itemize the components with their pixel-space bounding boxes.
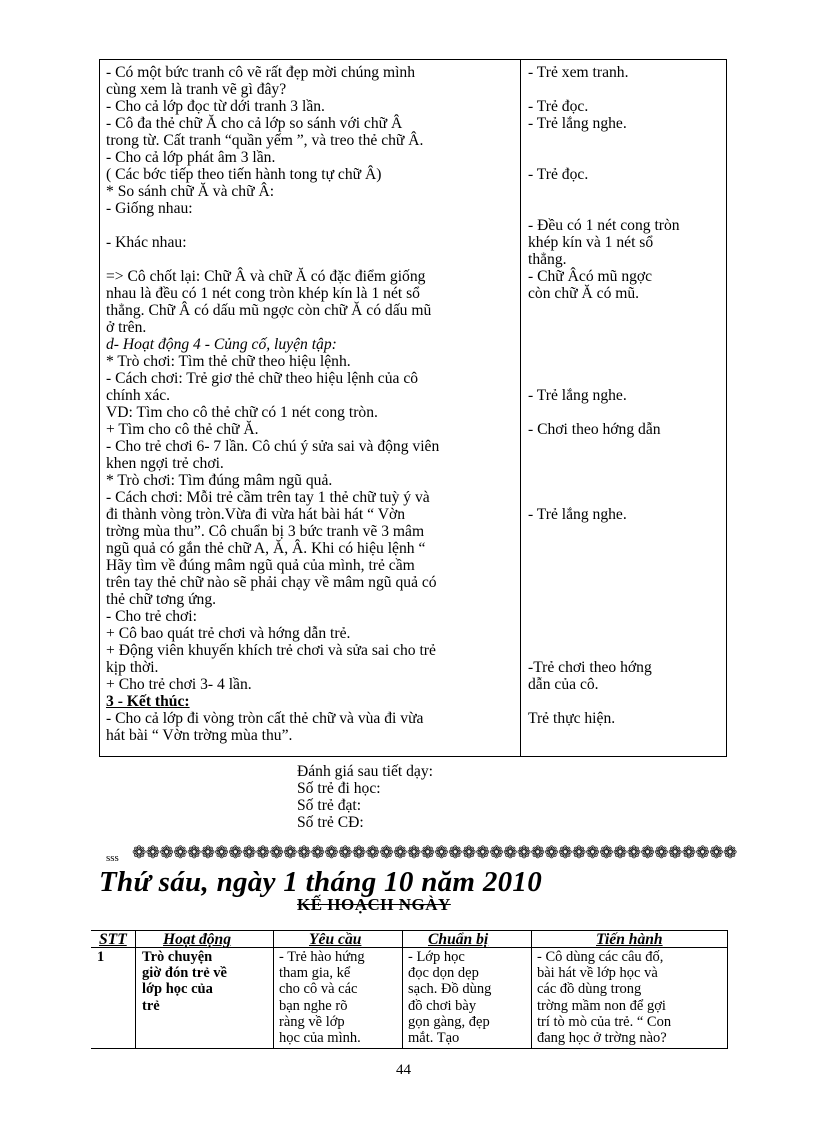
- c-process-line: bài hát về lớp học và: [537, 965, 658, 982]
- teacher-activity-line: d- Hoạt động 4 - Củng cố, luyện tập:: [106, 336, 337, 353]
- c-activity-line: lớp học của: [142, 981, 213, 998]
- c-activity-line: Trò chuyện: [142, 949, 213, 965]
- header-process: Tiến hành: [596, 931, 663, 948]
- teacher-activity-line: - Cho trẻ chơi:: [106, 608, 197, 625]
- teacher-activity-line: - Có một bức tranh cô vẽ rất đẹp mời chúng mình: [106, 64, 416, 81]
- header-preparation: Chuẩn bị: [428, 931, 489, 948]
- header-requirement: Yêu cầu: [309, 931, 362, 948]
- teacher-activity-line: * So sánh chữ Ă và chữ Â:: [106, 183, 275, 200]
- teacher-activity-line: - Cho cả lớp phát âm 3 lần.: [106, 149, 276, 166]
- teacher-activity-line: - Cho trẻ chơi 6- 7 lần. Cô chú ý sửa sai và động viên: [106, 438, 440, 455]
- teacher-activity-line: Hãy tìm về đúng mâm ngũ quả của mình, trẻ cầm: [106, 557, 415, 574]
- teacher-activity-line: + Cô bao quát trẻ chơi và hớng dẫn trẻ.: [106, 625, 351, 642]
- child-activity-line: khép kín và 1 nét sổ: [528, 234, 654, 251]
- separator-prefix: sss: [106, 852, 119, 864]
- c-preparation-line: mắt. Tạo: [408, 1030, 460, 1046]
- col-line: [402, 931, 403, 1048]
- teacher-activity-line: ngũ quả có gắn thẻ chữ A, Ă, Â. Khi có hiệu lệnh “: [106, 540, 426, 557]
- teacher-activity-line: thẻ chữ tơng ứng.: [106, 591, 217, 608]
- teacher-activity-line: - Khác nhau:: [106, 234, 187, 251]
- teacher-activity-line: chính xác.: [106, 387, 171, 404]
- evaluation-not-passed: Số trẻ CĐ:: [297, 814, 364, 831]
- page-number: 44: [396, 1062, 411, 1078]
- day-heading: Thứ sáu, ngày 1 tháng 10 năm 2010: [99, 866, 543, 898]
- child-activity-line: - Trẻ đọc.: [528, 98, 589, 115]
- child-activity-line: dẫn của cô.: [528, 676, 599, 693]
- child-activity-line: còn chữ Ă có mũ.: [528, 285, 640, 302]
- c-preparation-line: đọc dọn dẹp: [408, 965, 479, 982]
- teacher-activity-line: 3 - Kết thúc:: [106, 693, 190, 710]
- evaluation-title: Đánh giá sau tiết dạy:: [297, 763, 433, 780]
- teacher-activity-line: - Cách chơi: Trẻ giơ thẻ chữ theo hiệu lệnh của cô: [106, 370, 419, 387]
- child-activity-line: - Trẻ đọc.: [528, 166, 589, 183]
- evaluation-passed: Số trẻ đạt:: [297, 797, 362, 814]
- col-line: [727, 931, 728, 1048]
- teacher-activity-line: - Cô đa thẻ chữ Ă cho cả lớp so sánh với chữ Â: [106, 115, 403, 132]
- header-activity: Hoạt động: [163, 931, 232, 948]
- c-requirement-line: tham gia, kể: [279, 965, 351, 982]
- c-requirement-line: bạn nghe rõ: [279, 997, 348, 1014]
- teacher-activity-line: thẳng. Chữ Â có dấu mũ ngợc còn chữ Ă có dấu mũ: [106, 302, 432, 319]
- header-stt: STT: [99, 931, 127, 948]
- teacher-activity-line: trên tay thẻ chữ nào sẽ phải chạy về mâm ngũ quả có: [106, 574, 437, 591]
- row-stt: 1: [97, 949, 105, 965]
- col-line: [531, 931, 532, 1048]
- c-requirement-line: cho cô và các: [279, 981, 358, 998]
- c-process-line: trờng mầm non để gợi: [537, 997, 666, 1014]
- daily-plan-table: [91, 930, 728, 1049]
- teacher-activity-line: * Trò chơi: Tìm thẻ chữ theo hiệu lệnh.: [106, 353, 351, 370]
- c-preparation-line: đồ chơi bày: [408, 997, 477, 1014]
- flower-ornament-separator: ❁❁❁❁❁❁❁❁❁❁❁❁❁❁❁❁❁❁❁❁❁❁❁❁❁❁❁❁❁❁❁❁❁❁❁❁❁❁❁❁❁❁❁❁: [132, 843, 737, 862]
- c-process-line: - Cô dùng các câu đố,: [537, 949, 664, 965]
- c-activity-line: giờ đón trẻ về: [142, 965, 227, 982]
- teacher-activity-line: hát bài “ Vờn trờng mùa thu”.: [106, 727, 293, 744]
- child-activity-line: - Trẻ xem tranh.: [528, 64, 629, 81]
- c-process-line: trí tò mò của trẻ. “ Con: [537, 1013, 672, 1030]
- c-requirement-line: học của mình.: [279, 1030, 361, 1046]
- c-preparation-line: - Lớp học: [408, 949, 465, 965]
- c-process-line: các đồ dùng trong: [537, 981, 642, 998]
- c-process-line: đang học ở trờng nào?: [537, 1030, 667, 1046]
- teacher-activity-line: đi thành vòng tròn.Vừa đi vừa hát bài hát “ Vờn: [106, 506, 405, 523]
- teacher-activity-line: cùng xem là tranh vẽ gì đây?: [106, 81, 287, 98]
- child-activity-line: -Trẻ chơi theo hớng: [528, 659, 652, 676]
- teacher-activity-line: - Giống nhau:: [106, 200, 193, 217]
- c-requirement-line: - Trẻ hào hứng: [279, 949, 365, 965]
- evaluation-attended: Số trẻ đi học:: [297, 780, 381, 797]
- c-preparation-line: sạch. Đồ dùng: [408, 981, 492, 998]
- child-activity-line: - Trẻ lắng nghe.: [528, 115, 627, 132]
- teacher-activity-line: ở trên.: [106, 319, 147, 336]
- teacher-activity-line: kịp thời.: [106, 659, 159, 676]
- teacher-activity-line: => Cô chốt lại: Chữ Â và chữ Ă có đặc điểm giống: [106, 268, 426, 285]
- c-requirement-line: ràng về lớp: [279, 1013, 345, 1030]
- child-activity-line: - Trẻ lắng nghe.: [528, 506, 627, 523]
- teacher-activity-line: + Cho trẻ chơi 3- 4 lần.: [106, 676, 252, 693]
- teacher-activity-line: + Động viên khuyến khích trẻ chơi và sửa sai cho trẻ: [106, 642, 436, 659]
- child-activity-line: - Chơi theo hớng dẫn: [528, 421, 661, 438]
- c-preparation-line: gọn gàng, đẹp: [408, 1013, 490, 1030]
- teacher-activity-line: ( Các bớc tiếp theo tiến hành tong tự chữ Â): [106, 166, 382, 183]
- child-activity-line: Trẻ thực hiện.: [528, 710, 616, 727]
- teacher-activity-line: + Tìm cho cô thẻ chữ Ă.: [106, 421, 259, 438]
- child-activity-line: - Chữ Âcó mũ ngợc: [528, 268, 653, 285]
- col-line: [273, 931, 274, 1048]
- child-activity-line: - Trẻ lắng nghe.: [528, 387, 627, 404]
- col-line: [135, 931, 136, 1048]
- teacher-activity-line: trờng mùa thu”. Cô chuẩn bị 3 bức tranh vẽ 3 mâm: [106, 523, 425, 540]
- teacher-activity-line: VD: Tìm cho cô thẻ chữ có 1 nét cong tròn.: [106, 404, 378, 421]
- child-activity-line: - Đều có 1 nét cong tròn: [528, 217, 680, 234]
- teacher-activity-line: - Cách chơi: Mỗi trẻ cầm trên tay 1 thẻ chữ tuỳ ý và: [106, 489, 430, 506]
- teacher-activity-line: - Cho cả lớp đi vòng tròn cất thẻ chữ và vùa đi vừa: [106, 710, 424, 727]
- activity-table: [99, 59, 727, 757]
- c-activity-line: trẻ: [142, 997, 160, 1014]
- teacher-activity-line: nhau là đều có 1 nét cong tròn khép kín là 1 nét sổ: [106, 285, 420, 302]
- teacher-activity-line: khen ngợi trẻ chơi.: [106, 455, 224, 472]
- plan-title: KẾ HOẠCH NGÀY: [297, 895, 451, 914]
- teacher-activity-line: trong từ. Cất tranh “quần yếm ”, và treo thẻ chữ Â.: [106, 132, 424, 149]
- child-activity-line: thẳng.: [528, 251, 567, 268]
- teacher-activity-line: - Cho cả lớp đọc từ dới tranh 3 lần.: [106, 98, 325, 115]
- column-divider: [520, 60, 521, 756]
- teacher-activity-line: * Trò chơi: Tìm đúng mâm ngũ quả.: [106, 472, 333, 489]
